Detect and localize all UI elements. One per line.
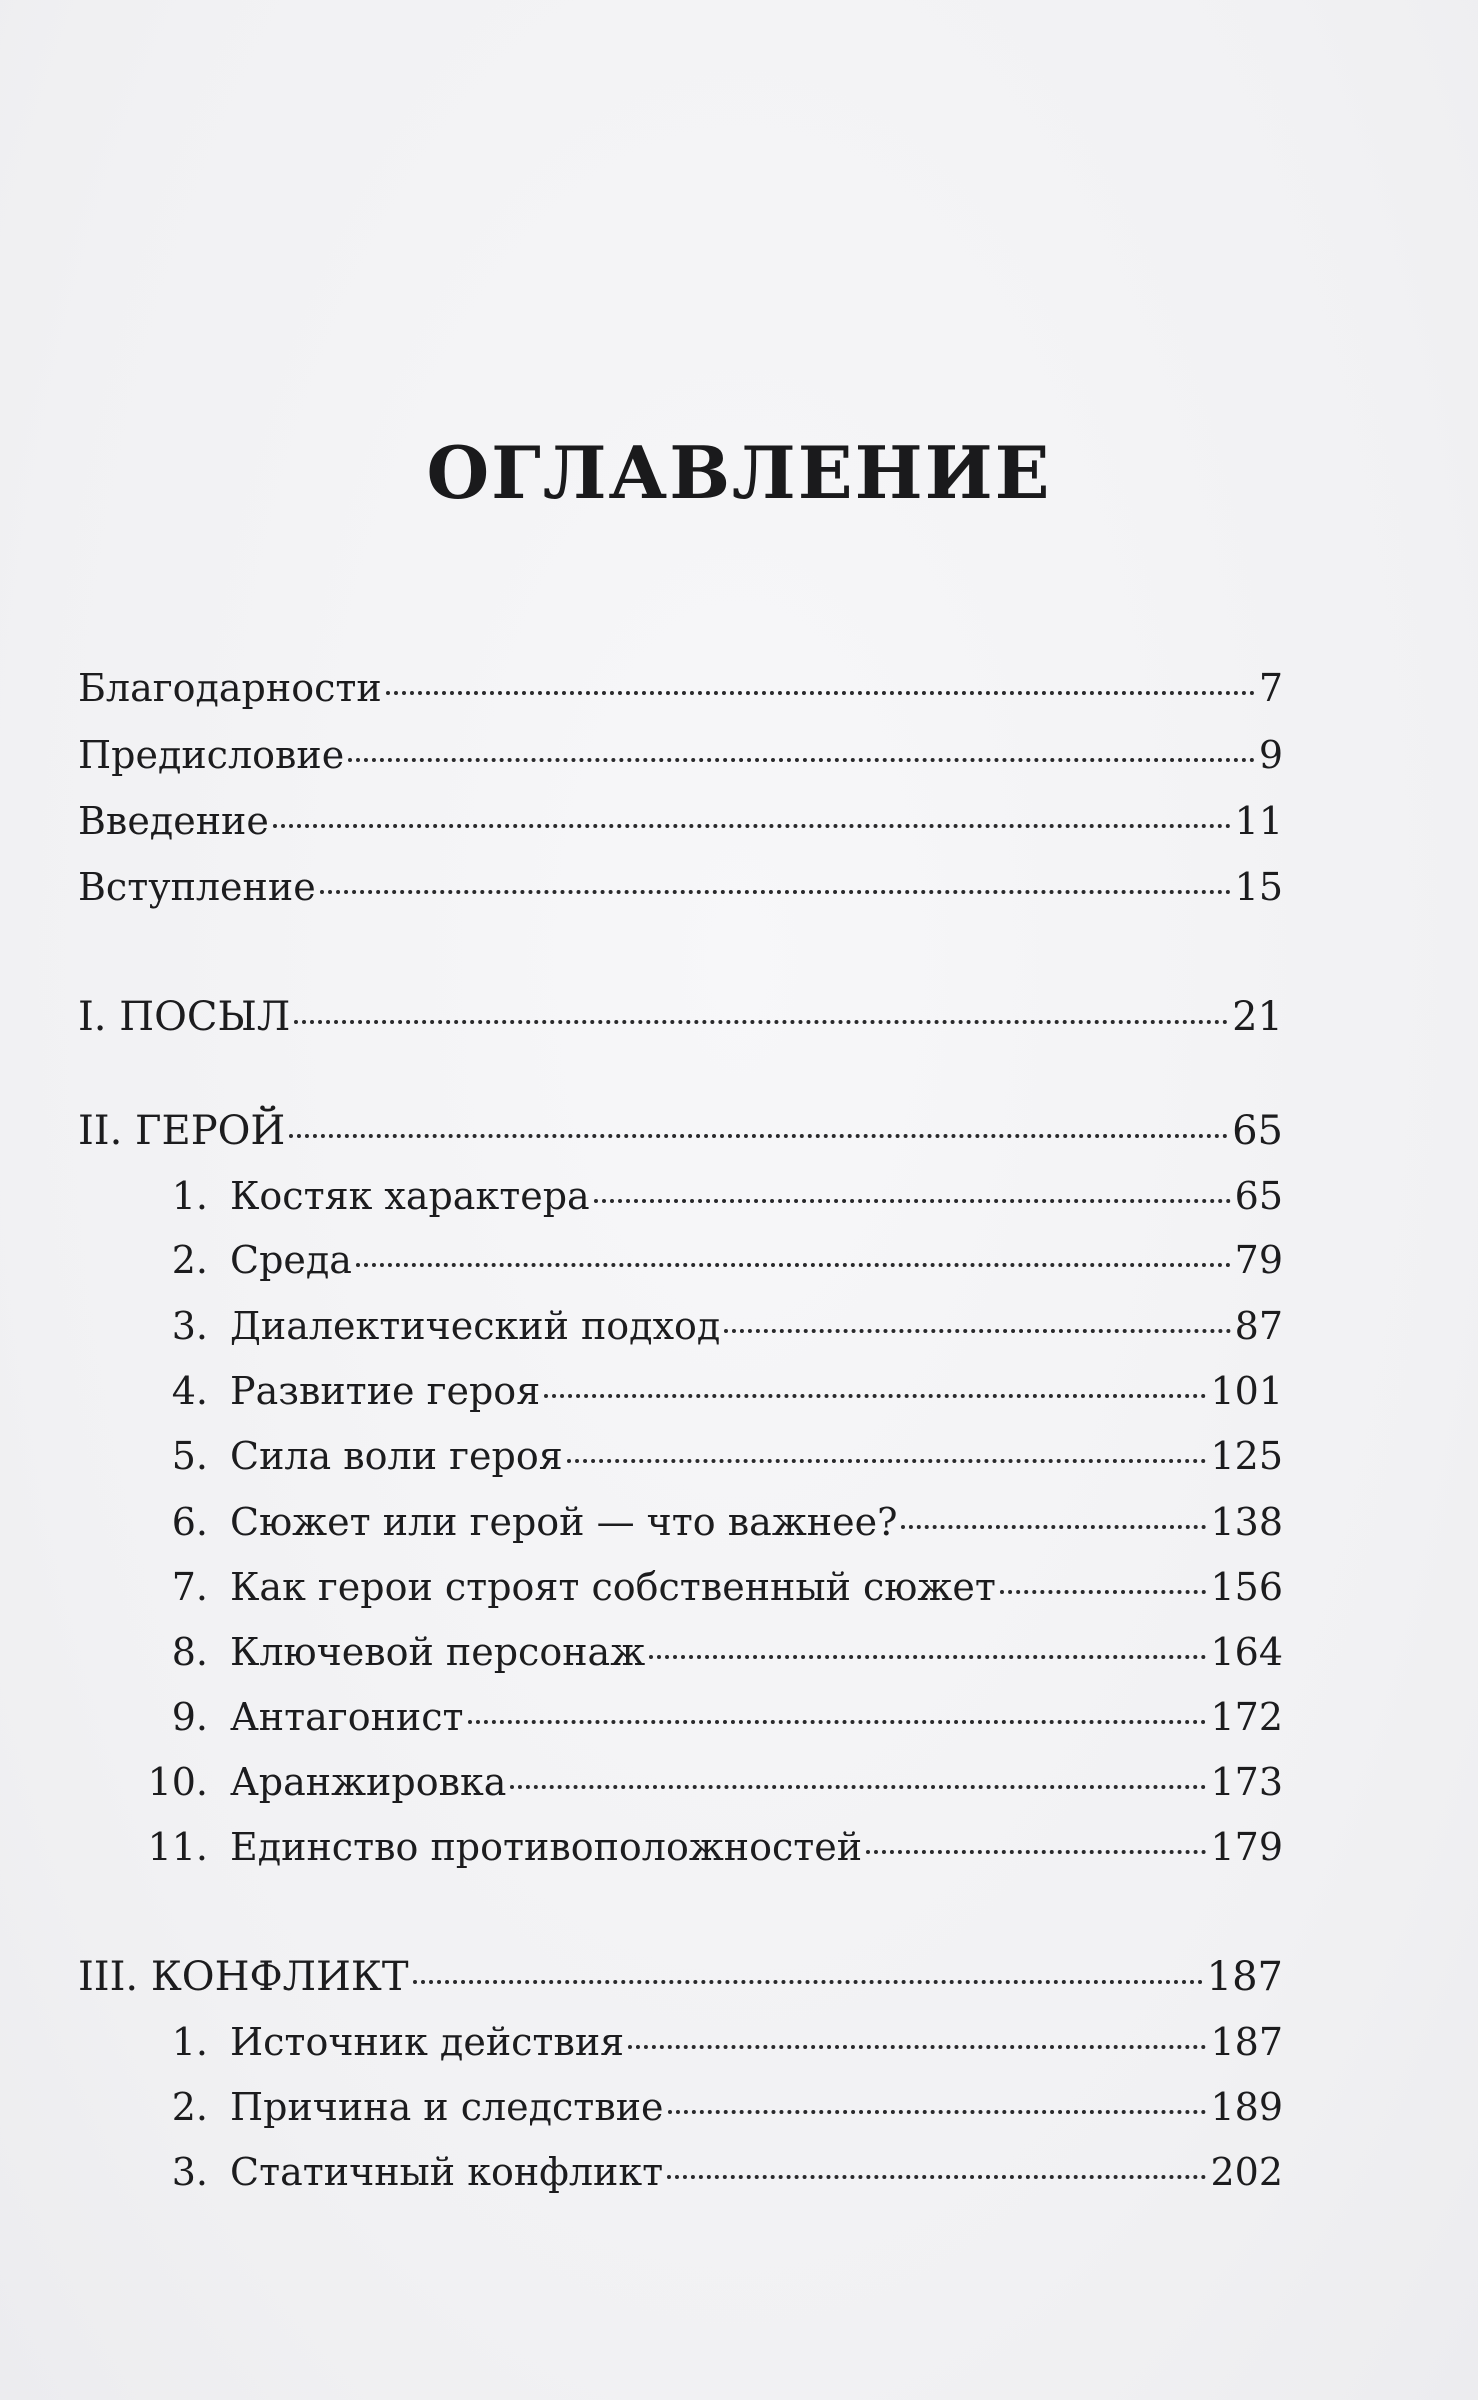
dot-leader [668,2110,1207,2114]
dot-leader [649,1655,1206,1659]
dot-leader [273,824,1231,828]
toc-entry-number: 4. [171,1369,208,1413]
toc-entry-page: 172 [1210,1695,1283,1739]
toc-entry-label: Антагонист [230,1695,464,1739]
toc-entry-label: Сюжет или герой — что важнее? [230,1500,898,1544]
toc-entry [78,1693,1283,1741]
toc-entry-label: Введение [78,799,269,843]
dot-leader [468,1720,1207,1724]
toc-entry [78,1758,1283,1806]
toc-entry-page: 7 [1258,666,1283,710]
dot-leader [348,758,1255,762]
toc-entry-page: 11 [1234,799,1283,843]
toc-entry-page: 125 [1210,1434,1283,1478]
page-title: ОГЛАВЛЕНИЕ [426,430,1052,515]
toc-entry-label: Сила воли героя [230,1434,563,1478]
toc-entry-page: 187 [1206,1954,1283,2000]
toc-entry-label: Аранжировка [230,1760,507,1804]
dot-leader [510,1785,1206,1789]
dot-leader [567,1459,1207,1463]
toc-entry-page: 202 [1210,2150,1283,2194]
toc-entry-label: Ключевой персонаж [230,1630,646,1674]
toc-entry [78,2083,1283,2131]
toc-entry-page: 189 [1210,2085,1283,2129]
toc-entry-page: 21 [1232,994,1283,1040]
toc-entry [78,1432,1283,1480]
toc-entry-label: Среда [230,1238,352,1282]
toc-entry-number: 2. [171,1238,208,1282]
toc-entry [78,1628,1283,1676]
toc-entry [78,1302,1283,1350]
toc-entry [78,2148,1283,2196]
toc-entry [78,1498,1283,1546]
toc-entry-label: Источник действия [230,2020,625,2064]
dot-leader [320,890,1231,894]
toc-entry-label: Предисловие [78,733,345,777]
toc-entry-number: 11. [147,1825,208,1869]
dot-leader [544,1394,1206,1398]
toc-entry [78,1367,1283,1415]
toc-entry-label: III. КОНФЛИКТ [78,1954,409,2000]
toc-entry-page: 138 [1210,1500,1283,1544]
toc-entry-number: 3. [171,1304,208,1348]
toc-entry-page: 9 [1258,733,1283,777]
toc-entry-number: 5. [171,1434,208,1478]
toc-entry [78,863,1283,911]
dot-leader [1000,1590,1207,1594]
toc-entry-number: 3. [171,2150,208,2194]
toc-entry-page: 15 [1234,865,1283,909]
dot-leader [594,1199,1231,1203]
toc-entry-label: II. ГЕРОЙ [78,1108,286,1154]
toc-entry-number: 6. [171,1500,208,1544]
dot-leader [386,691,1255,695]
toc-entry-page: 65 [1234,1174,1283,1218]
toc-entry-label: Благодарности [78,666,382,710]
toc-entry-number: 7. [171,1565,208,1609]
dot-leader [413,1980,1203,1984]
toc-entry-page: 187 [1210,2020,1283,2064]
dot-leader [866,1850,1206,1854]
toc-entry [78,1563,1283,1611]
toc-entry-label: Диалектический подход [230,1304,721,1348]
toc-entry-label: Единство противоположностей [230,1825,863,1869]
toc-entry-number: 1. [171,1174,208,1218]
toc-entry-page: 65 [1232,1108,1283,1154]
toc-entry [78,993,1283,1041]
toc-entry [78,1172,1283,1220]
toc-entry-page: 79 [1234,1238,1283,1282]
toc-entry-label: Причина и следствие [230,2085,664,2129]
dot-leader [901,1525,1206,1529]
toc-entry [78,1953,1283,2001]
toc-entry [78,664,1283,712]
toc-entry-number: 10. [147,1760,208,1804]
toc-entry-number: 2. [171,2085,208,2129]
toc-entry-label: Развитие героя [230,1369,541,1413]
dot-leader [289,1134,1228,1138]
toc-entry [78,731,1283,779]
toc-entry-label: Статичный конфликт [230,2150,664,2194]
toc-entry-label: Как герои строят собственный сюжет [230,1565,996,1609]
toc-entry-number: 8. [171,1630,208,1674]
dot-leader [356,1263,1231,1267]
toc-entry-page: 179 [1210,1825,1283,1869]
toc-entry [78,1236,1283,1284]
dot-leader [628,2045,1206,2049]
toc-entry [78,1107,1283,1155]
toc-entry-label: Костяк характера [230,1174,590,1218]
toc-entry-label: I. ПОСЫЛ [78,994,291,1040]
toc-entry-number: 9. [171,1695,208,1739]
toc-entry-label: Вступление [78,865,316,909]
toc-entry-number: 1. [171,2020,208,2064]
dot-leader [667,2175,1206,2179]
toc-entry-page: 164 [1210,1630,1283,1674]
toc-entry [78,2018,1283,2066]
toc-entry-page: 173 [1210,1760,1283,1804]
toc-entry [78,797,1283,845]
toc-entry [78,1823,1283,1871]
dot-leader [294,1020,1228,1024]
toc-entry-page: 101 [1210,1369,1283,1413]
dot-leader [724,1329,1230,1333]
toc-entry-page: 156 [1210,1565,1283,1609]
toc-entry-page: 87 [1234,1304,1283,1348]
